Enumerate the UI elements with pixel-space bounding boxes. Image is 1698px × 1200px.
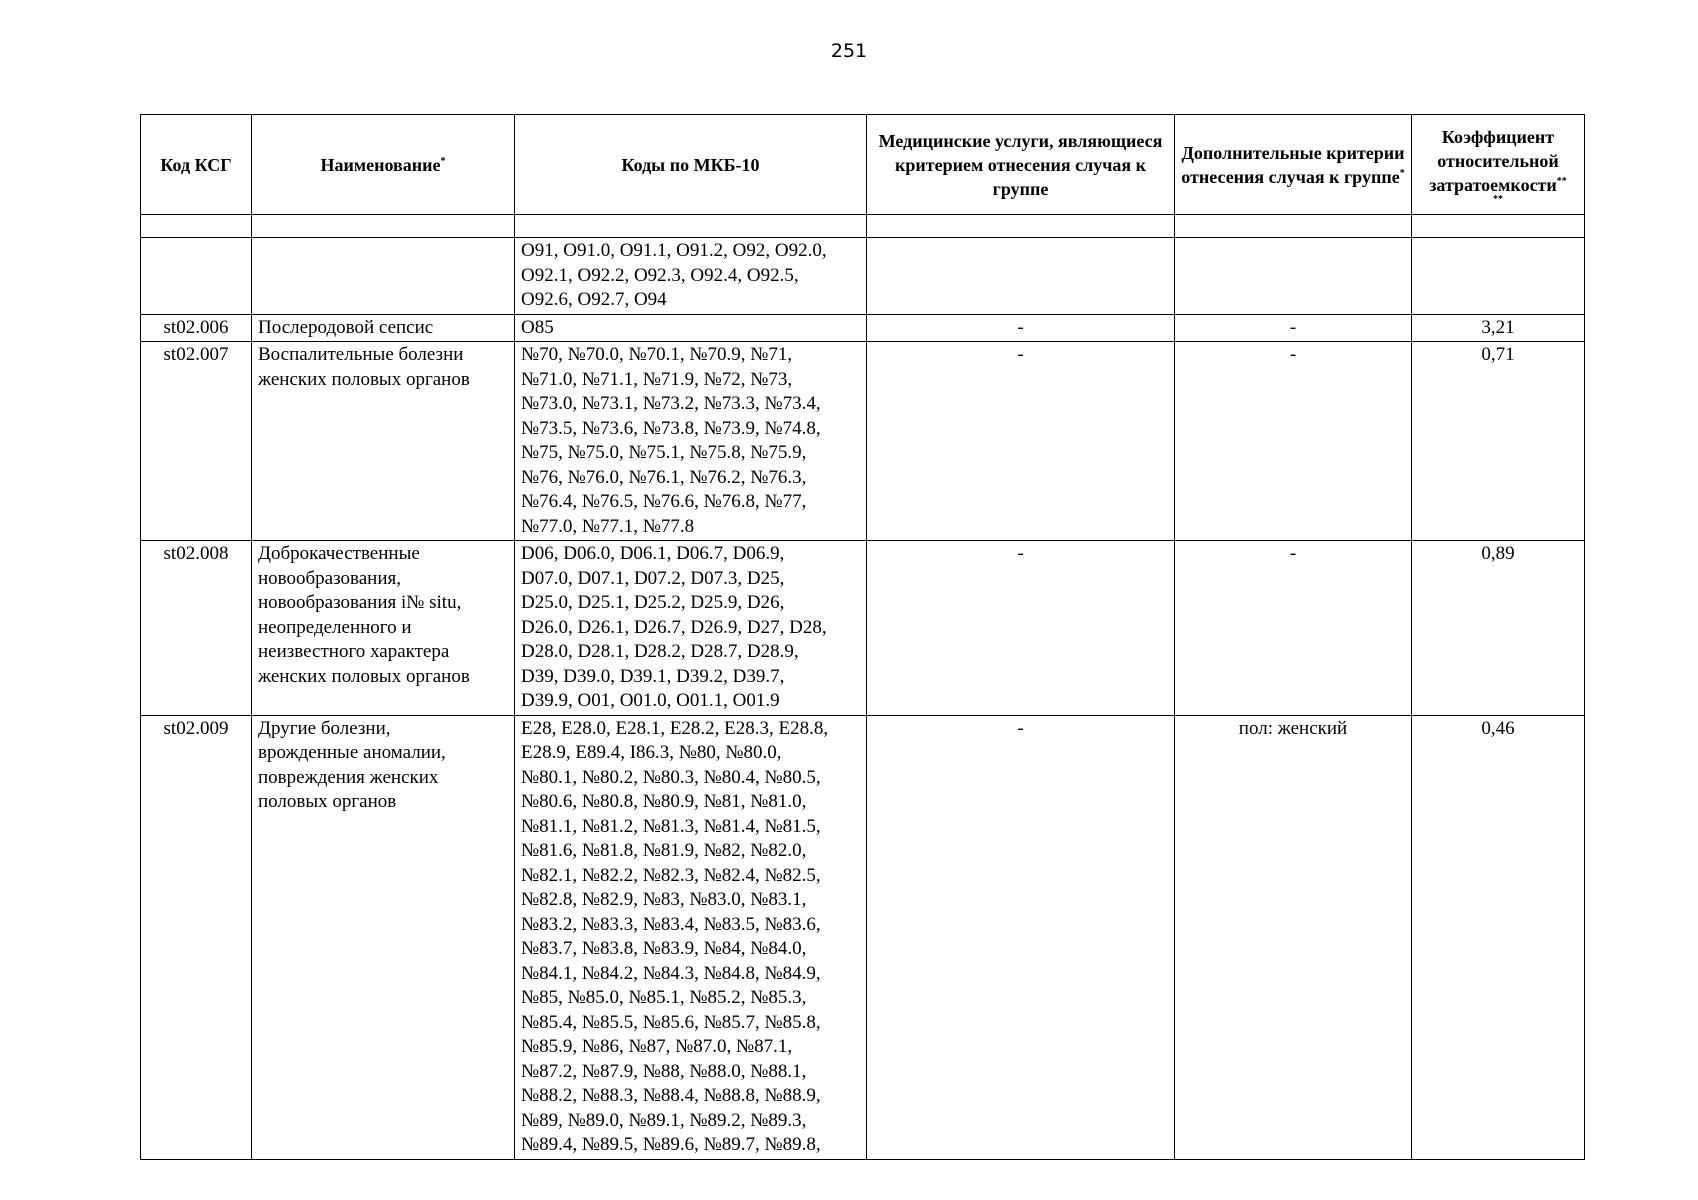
mkb-codes-cell-line: №73.5, №73.6, №73.8, №73.9, №74.8, [521,417,821,439]
table-row [141,238,1585,315]
medical-services-cell: - [867,342,1175,541]
name-cell-line: Воспалительные болезни [258,344,464,365]
mkb-codes-cell-line: №71.0, №71.1, №71.9, №72, №73, [521,368,793,390]
mkb-codes-cell-line: D06, D06.0, D06.1, D06.7, D06.9, [521,543,785,564]
name-cell [252,314,515,342]
mkb-codes-cell-line: №82.8, №82.9, №83, №83.0, №83.1, [521,889,807,910]
additional-criteria-cell: - [1175,541,1412,716]
mkb-codes-cell-line: О92.1, О92.2, О92.3, О92.4, О92.5, [521,264,799,286]
name-cell-line: новообразования i№ situ, [258,592,462,613]
mkb-codes-cell-line: №87.2, №87.9, №88, №88.0, №88.1, [521,1060,807,1082]
mkb-codes-cell-line: №76, №76.0, №76.1, №76.2, №76.3, [521,466,807,488]
mkb-codes-cell-line: №76.4, №76.5, №76.6, №76.8, №77, [521,491,807,512]
medical-services-cell: - [867,715,1175,1159]
ksg-code-cell: st02.009 [141,715,252,1159]
mkb-codes-cell-line: №89, №89.0, №89.1, №89.2, №89.3, [521,1109,807,1131]
spacer-row [141,215,1585,238]
mkb-codes-cell-line: №82.1, №82.2, №82.3, №82.4, №82.5, [521,864,821,886]
name-cell [252,342,515,541]
ksg-table [140,114,1585,1160]
coefficient-cell: 0,71 [1412,342,1585,541]
table-row [141,314,1585,342]
coefficient-cell: 0,46 [1412,715,1585,1159]
mkb-codes-cell [515,238,867,315]
table-row [141,541,1585,716]
mkb-codes-cell-line: E28.9, E89.4, I86.3, №80, №80.0, [521,742,782,763]
mkb-codes-cell-line: №70, №70.0, №70.1, №70.9, №71, [521,344,793,365]
mkb-codes-cell-line: №75, №75.0, №75.1, №75.8, №75.9, [521,442,807,463]
name-cell-line: Другие болезни, [258,717,391,739]
coefficient-cell: 3,21 [1412,314,1585,342]
mkb-codes-cell-line: О92.6, О92.7, О94 [521,289,667,310]
coefficient-cell [1412,238,1585,315]
mkb-codes-cell [515,541,867,716]
mkb-codes-cell-line: D25.0, D25.1, D25.2, D25.9, D26, [521,592,785,613]
mkb-codes-cell-line: №83.7, №83.8, №83.9, №84, №84.0, [521,938,807,959]
header-name: Наименование* [252,115,515,215]
ksg-code-cell [141,238,252,315]
ksg-code-cell: st02.007 [141,342,252,541]
mkb-codes-cell-line: D28.0, D28.1, D28.2, D28.7, D28.9, [521,641,799,662]
mkb-codes-cell-line: №77.0, №77.1, №77.8 [521,515,695,537]
name-cell-line: повреждения женских [258,766,439,788]
mkb-codes-cell-line: №84.1, №84.2, №84.3, №84.8, №84.9, [521,962,821,984]
header-code: Код КСГ [141,115,252,215]
mkb-codes-cell-line: №85.9, №86, №87, №87.0, №87.1, [521,1036,793,1057]
header-additional-criteria: Дополнительные критерии отнесения случая к группе* [1175,115,1412,215]
ksg-code-cell: st02.008 [141,541,252,716]
name-cell-line: Послеродовой сепсис [258,316,434,338]
mkb-codes-cell-line: №81.1, №81.2, №81.3, №81.4, №81.5, [521,815,821,837]
mkb-codes-cell [515,342,867,541]
mkb-codes-cell-line: №89.4, №89.5, №89.6, №89.7, №89.8, [521,1134,821,1155]
mkb-codes-cell-line: E28, E28.0, E28.1, E28.2, E28.3, E28.8, [521,717,829,739]
header-coefficient: Коэффициент относительной затратоемкости** ** [1412,115,1585,215]
additional-criteria-cell: - [1175,342,1412,541]
additional-criteria-cell: - [1175,314,1412,342]
mkb-codes-cell-line: №88.2, №88.3, №88.4, №88.8, №88.9, [521,1085,821,1106]
name-cell-line: половых органов [258,791,397,812]
header-medical-services: Медицинские услуги, являющиеся критерием отнесения случая к группе [867,115,1175,215]
mkb-codes-cell-line: D39, D39.0, D39.1, D39.2, D39.7, [521,665,785,687]
name-cell-line: женских половых органов [258,368,470,390]
header-mkb-codes: Коды по МКБ-10 [515,115,867,215]
ksg-code-cell: st02.006 [141,314,252,342]
mkb-codes-cell-line: №85, №85.0, №85.1, №85.2, №85.3, [521,987,807,1008]
mkb-codes-cell-line: №81.6, №81.8, №81.9, №82, №82.0, [521,840,807,861]
additional-criteria-cell [1175,238,1412,315]
mkb-codes-cell-line: №73.0, №73.1, №73.2, №73.3, №73.4, [521,393,821,414]
name-cell-line: неизвестного характера [258,641,450,662]
medical-services-cell [867,238,1175,315]
name-cell [252,715,515,1159]
mkb-codes-cell-line: D26.0, D26.1, D26.7, D26.9, D27, D28, [521,616,827,638]
name-cell-line: Доброкачественные [258,543,420,564]
mkb-codes-cell-line: №85.4, №85.5, №85.6, №85.7, №85.8, [521,1011,821,1033]
mkb-codes-cell [515,715,867,1159]
mkb-codes-cell [515,314,867,342]
mkb-codes-cell-line: D07.0, D07.1, D07.2, D07.3, D25, [521,567,785,589]
mkb-codes-cell-line: D39.9, O01, O01.0, O01.1, O01.9 [521,690,780,711]
mkb-codes-cell-line: №80.6, №80.8, №80.9, №81, №81.0, [521,791,807,812]
medical-services-cell: - [867,541,1175,716]
name-cell [252,541,515,716]
medical-services-cell: - [867,314,1175,342]
additional-criteria-cell: пол: женский [1175,715,1412,1159]
mkb-codes-cell-line: №80.1, №80.2, №80.3, №80.4, №80.5, [521,766,821,788]
table-row [141,342,1585,541]
header-row [141,115,1585,215]
mkb-codes-cell-line: №83.2, №83.3, №83.4, №83.5, №83.6, [521,913,821,935]
name-cell-line: женских половых органов [258,665,470,687]
name-cell [252,238,515,315]
table-row [141,715,1585,1159]
mkb-codes-cell-line: О91, О91.0, О91.1, О91.2, О92, О92.0, [521,240,827,261]
name-cell-line: неопределенного и [258,616,412,638]
name-cell-line: новообразования, [258,567,401,589]
mkb-codes-cell-line: О85 [521,316,554,338]
coefficient-cell: 0,89 [1412,541,1585,716]
name-cell-line: врожденные аномалии, [258,742,446,763]
page-number: 251 [830,40,868,62]
